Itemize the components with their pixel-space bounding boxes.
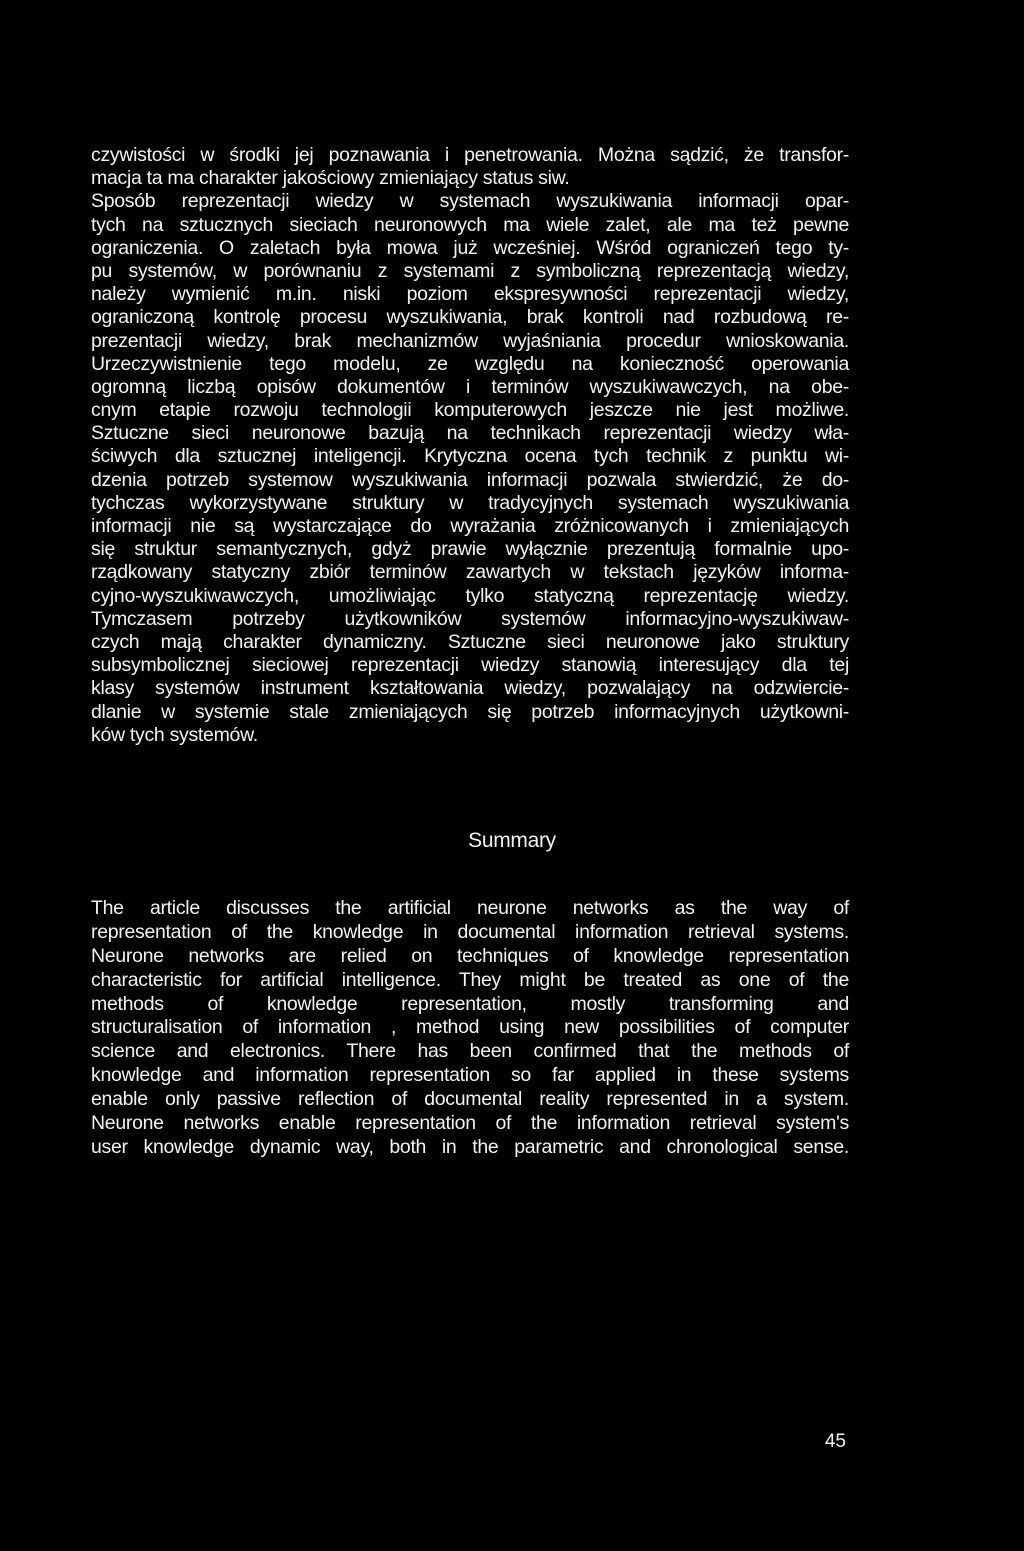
summary-text <box>91 897 849 1160</box>
text-line: należy wymienić m.in. niski poziom ekspresywności reprezentacji wiedzy, <box>91 283 849 306</box>
summary-line: knowledge and information representation so far applied in these systems <box>91 1064 849 1087</box>
summary-line: representation of the knowledge in documental information retrieval systems. <box>91 920 849 943</box>
text-line: ogromną liczbą opisów dokumentów i terminów wyszukiwawczych, na obe- <box>91 375 849 398</box>
summary-heading: Summary <box>468 829 556 852</box>
text-line: klasy systemów instrument kształtowania wiedzy, pozwalający na odzwiercie- <box>91 677 849 700</box>
text-line: się struktur semantycznych, gdyż prawie wyłącznie prezentują formalnie upo- <box>91 538 849 561</box>
text-line: Sztuczne sieci neuronowe bazują na technikach reprezentacji wiedzy wła- <box>91 422 849 445</box>
text-line: dzenia potrzeb systemow wyszukiwania informacji pozwala stwierdzić, że do- <box>91 468 849 491</box>
summary-line: methods of knowledge representation, mostly transforming and <box>91 992 849 1015</box>
text-line: pu systemów, w porównaniu z systemami z symboliczną reprezentacją wiedzy, <box>91 259 849 282</box>
summary-line: structuralisation of information , method using new possibilities of computer <box>91 1016 849 1039</box>
text-line: prezentacji wiedzy, brak mechanizmów wyjaśniania procedur wnioskowania. <box>91 329 849 352</box>
summary-line: Neurone networks are relied on techniques of knowledge representation <box>91 944 849 967</box>
text-line: cnym etapie rozwoju technologii komputerowych jeszcze nie jest możliwe. <box>91 399 849 422</box>
summary-line: The article discusses the artificial neurone networks as the way of <box>91 897 849 919</box>
text-line: ograniczenia. O zaletach była mowa już wcześniej. Wśród ograniczeń tego ty- <box>91 236 849 259</box>
text-line: cyjno-wyszukiwawczych, umożliwiając tylko statyczną reprezentację wiedzy. <box>91 584 849 607</box>
text-line: tychczas wykorzystywane struktury w tradycyjnych systemach wyszukiwania <box>91 491 849 514</box>
text-line: ograniczoną kontrolę procesu wyszukiwania, brak kontroli nad rozbudową re- <box>91 306 849 329</box>
text-line: tych na sztucznych sieciach neuronowych ma wiele zalet, ale ma też pewne <box>91 213 849 236</box>
summary-line: enable only passive reflection of documental reality represented in a system. <box>91 1088 849 1111</box>
text-line: rządkowany statyczny zbiór terminów zawartych w tekstach języków informa- <box>91 561 849 584</box>
text-line: Tymczasem potrzeby użytkowników systemów informacyjno-wyszukiwaw- <box>91 607 849 630</box>
page-number: 45 <box>824 1431 846 1452</box>
text-line: informacji nie są wystarczające do wyrażania zróżnicowanych i zmieniających <box>91 515 849 537</box>
text-line: subsymbolicznej sieciowej reprezentacji wiedzy stanowią interesujący dla tej <box>91 654 849 677</box>
summary-line: Neurone networks enable representation of the information retrieval system's <box>91 1112 849 1135</box>
text-line: ków tych systemów. <box>91 723 258 746</box>
text-line: dlanie w systemie stale zmieniających się potrzeb informacyjnych użytkowni- <box>91 700 849 723</box>
summary-line: user knowledge dynamic way, both in the parametric and chronological sense. <box>91 1135 849 1158</box>
summary-line: characteristic for artificial intelligence. They might be treated as one of the <box>91 968 849 991</box>
text-line: Sposób reprezentacji wiedzy w systemach wyszukiwania informacji opar- <box>91 190 849 213</box>
text-line: macja ta ma charakter jakościowy zmieniający status siw. <box>91 167 570 190</box>
summary-line: science and electronics. There has been confirmed that the methods of <box>91 1040 849 1063</box>
text-line: Urzeczywistnienie tego modelu, ze względu na konieczność operowania <box>91 352 849 375</box>
main-text <box>91 144 849 747</box>
text-line: czywistości w środki jej poznawania i penetrowania. Można sądzić, że transfor- <box>91 144 849 166</box>
text-line: ściwych dla sztucznej inteligencji. Krytyczna ocena tych technik z punktu wi- <box>91 445 849 468</box>
text-line: czych mają charakter dynamiczny. Sztuczne sieci neuronowe jako struktury <box>91 630 849 653</box>
